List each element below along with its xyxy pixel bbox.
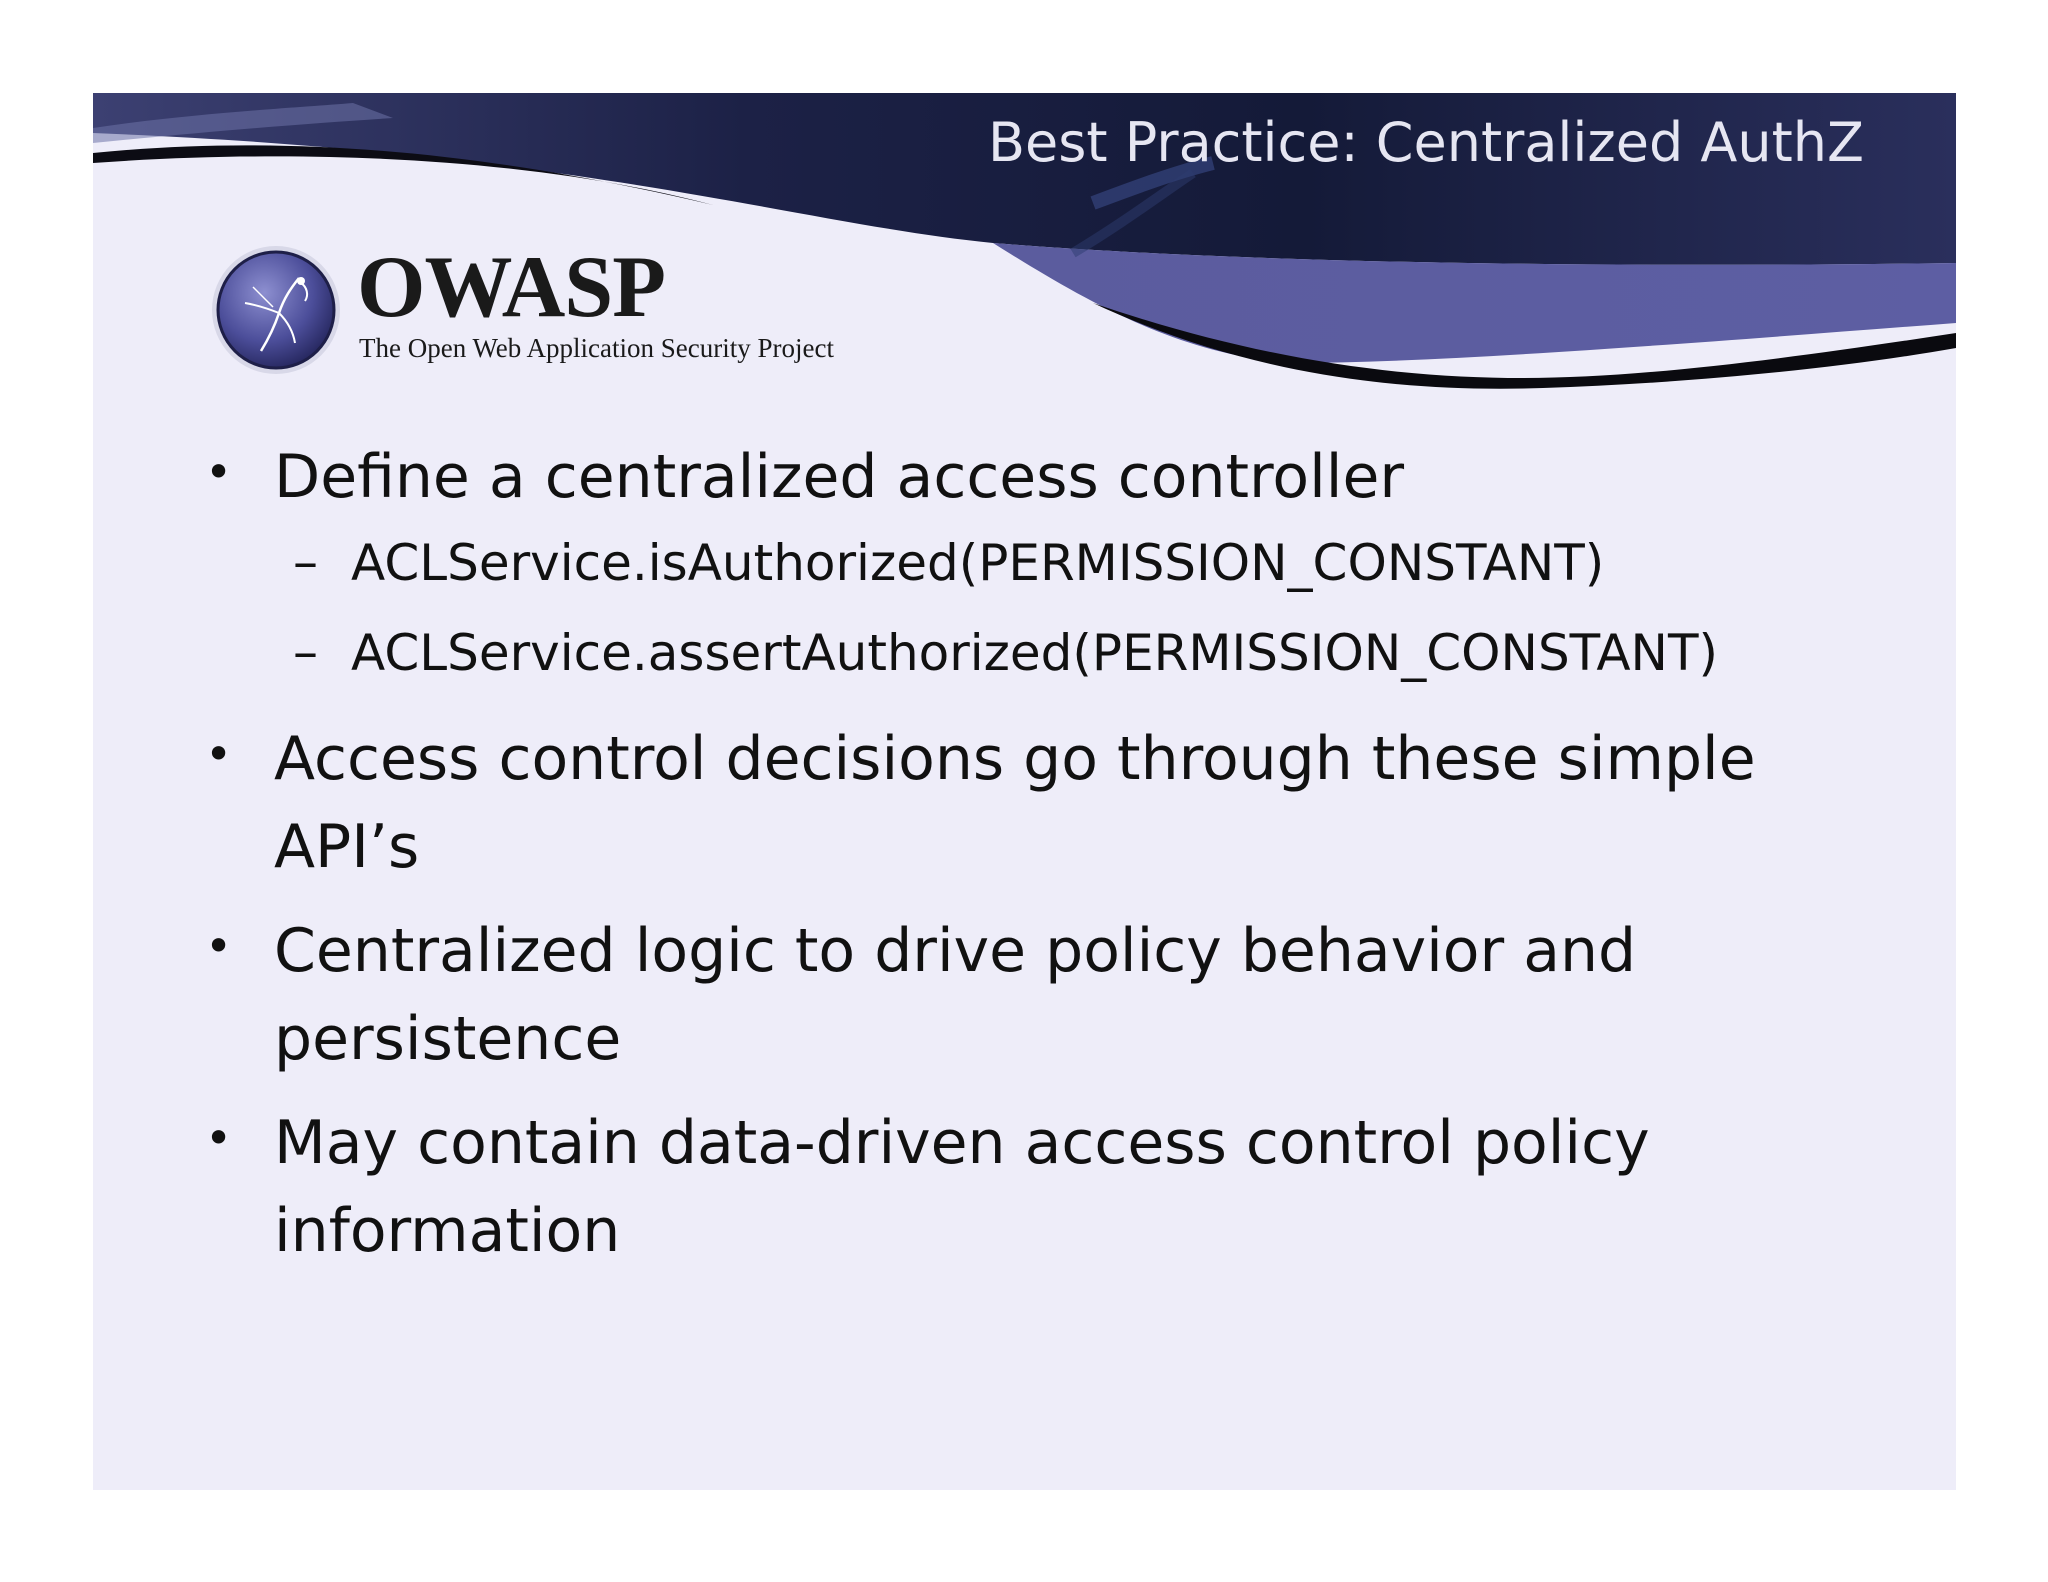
bullet-text: Centralized logic to drive policy behavior and persistence xyxy=(274,916,1637,1074)
sub-bullet-dash: – xyxy=(293,623,318,681)
owasp-logo-name: OWASP xyxy=(357,239,665,336)
bullet-text: May contain data-driven access control policy information xyxy=(274,1108,1650,1266)
owasp-wasp-icon xyxy=(209,243,343,377)
bullet-dot: • xyxy=(205,919,233,973)
slide xyxy=(93,93,1956,1490)
sub-bullet-dash: – xyxy=(293,533,318,591)
bullet-dot: • xyxy=(205,445,233,499)
owasp-logo xyxy=(209,239,929,383)
bullet-text: Define a centralized access controller xyxy=(274,442,1405,512)
sub-bullet-text: ACLService.assertAuthorized(PERMISSION_CONSTANT) xyxy=(351,624,1718,682)
sub-bullet-text: ACLService.isAuthorized(PERMISSION_CONSTANT) xyxy=(351,534,1605,592)
bullet-text: Access control decisions go through these simple API’s xyxy=(274,724,1756,882)
bullet-dot: • xyxy=(205,1111,233,1165)
bullet-dot: • xyxy=(205,727,233,781)
owasp-logo-tagline: The Open Web Application Security Project xyxy=(359,333,834,363)
slide-title: Best Practice: Centralized AuthZ xyxy=(988,111,1864,174)
